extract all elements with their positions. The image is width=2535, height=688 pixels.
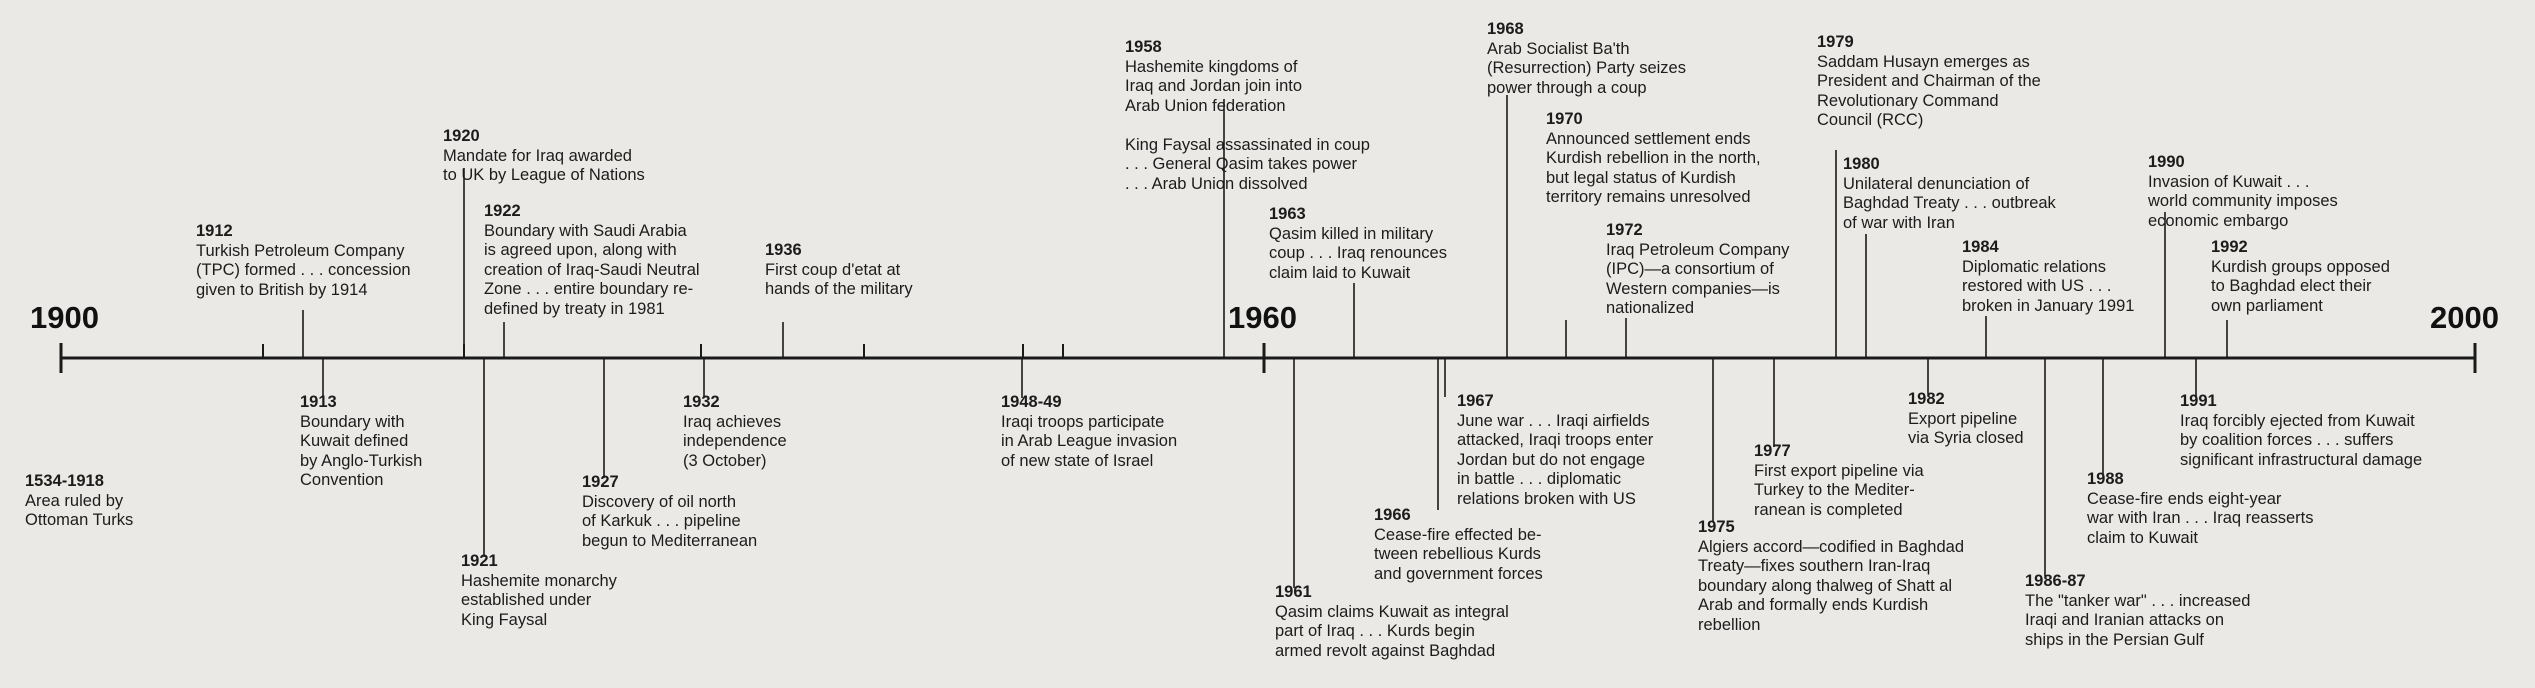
event-text: Area ruled by Ottoman Turks — [25, 491, 134, 529]
timeline-event-1986 — [2025, 572, 2250, 650]
event-text: Diplomatic relations restored with US . . . broken in January 1991 — [1962, 257, 2135, 315]
event-text: Boundary with Saudi Arabia is agreed upon, along with creation of Iraq-Saudi Neutral Zone . . . entire boundary re- defined by treaty in 1981 — [484, 221, 700, 318]
event-year: 1970 — [1546, 110, 1583, 128]
event-year: 1975 — [1698, 518, 1735, 536]
event-year: 1988 — [2087, 470, 2124, 488]
event-year: 1968 — [1487, 20, 1524, 38]
event-year: 1992 — [2211, 238, 2248, 256]
axis-start-label: 1900 — [30, 300, 99, 335]
event-year: 1980 — [1843, 155, 1880, 173]
event-text: Hashemite kingdoms of Iraq and Jordan join into Arab Union federation King Faysal assassinated in coup . . . General Qasim takes power . . . Arab Union dissolved — [1125, 57, 1370, 193]
event-text: Qasim claims Kuwait as integral part of Iraq . . . Kurds begin armed revolt against Baghdad — [1275, 602, 1509, 660]
timeline-event-1927 — [582, 473, 757, 551]
timeline-event-1967 — [1457, 392, 1653, 509]
timeline-event-1958 — [1125, 38, 1370, 194]
event-year: 1912 — [196, 222, 233, 240]
event-year: 1963 — [1269, 205, 1306, 223]
event-text: Mandate for Iraq awarded to UK by League of Nations — [443, 146, 645, 184]
event-year: 1927 — [582, 473, 619, 491]
timeline-event-1948 — [1001, 393, 1177, 471]
event-text: First coup d'etat at hands of the military — [765, 260, 913, 298]
timeline-event-1992 — [2211, 238, 2390, 316]
event-year: 1984 — [1962, 238, 1999, 256]
event-text: Turkish Petroleum Company (TPC) formed . . . concession given to British by 1914 — [196, 241, 411, 299]
event-year: 1958 — [1125, 38, 1162, 56]
timeline-event-1913 — [300, 393, 422, 491]
event-text: Kurdish groups opposed to Baghdad elect their own parliament — [2211, 257, 2390, 315]
event-text: Arab Socialist Ba'th (Resurrection) Party seizes power through a coup — [1487, 39, 1686, 97]
timeline-event-1932 — [683, 393, 787, 471]
event-text: The "tanker war" . . . increased Iraqi and Iranian attacks on ships in the Persian Gulf — [2025, 591, 2251, 649]
event-text: Iraq forcibly ejected from Kuwait by coalition forces . . . suffers significant infrastructural damage — [2180, 411, 2423, 469]
event-year: 1932 — [683, 393, 720, 411]
timeline-event-1970 — [1546, 110, 1761, 208]
event-text: Discovery of oil north of Karkuk . . . pipeline begun to Mediterranean — [582, 492, 758, 550]
event-year: 1990 — [2148, 153, 2185, 171]
timeline-event-1982 — [1908, 390, 2024, 449]
event-text: Saddam Husayn emerges as President and Chairman of the Revolutionary Command Council (RCC) — [1817, 52, 2041, 129]
event-year: 1991 — [2180, 392, 2217, 410]
event-year: 1948-49 — [1001, 393, 1062, 411]
timeline-event-1990 — [2148, 153, 2338, 231]
event-year: 1986-87 — [2025, 572, 2086, 590]
event-text: First export pipeline via Turkey to the Mediter- ranean is completed — [1754, 461, 1924, 519]
event-text: Qasim killed in military coup . . . Iraq renounces claim laid to Kuwait — [1269, 224, 1447, 282]
timeline-event-1963 — [1269, 205, 1447, 283]
event-text: Iraq Petroleum Company (IPC)—a consortium of Western companies—is nationalized — [1606, 240, 1790, 317]
timeline-event-1968 — [1487, 20, 1686, 98]
timeline-event-1966 — [1374, 506, 1543, 584]
timeline-event-1977 — [1754, 442, 1924, 520]
event-text: Announced settlement ends Kurdish rebellion in the north, but legal status of Kurdish territory remains unresolved — [1546, 129, 1761, 206]
timeline-event-1975 — [1698, 518, 1964, 635]
event-text: Export pipeline via Syria closed — [1908, 409, 2024, 447]
event-text: Cease-fire effected be- tween rebellious Kurds and government forces — [1374, 525, 1543, 583]
axis-mid-label: 1960 — [1228, 300, 1297, 335]
event-text: Unilateral denunciation of Baghdad Treaty . . . outbreak of war with Iran — [1843, 174, 2056, 232]
timeline-event-1920 — [443, 127, 645, 186]
event-year: 1922 — [484, 202, 521, 220]
timeline-event-1922 — [484, 202, 700, 319]
timeline-event-1921 — [461, 552, 617, 630]
timeline-event-1979 — [1817, 33, 2041, 131]
event-text: Cease-fire ends eight-year war with Iran . . . Iraq reasserts claim to Kuwait — [2087, 489, 2314, 547]
timeline-event-1961 — [1275, 583, 1509, 661]
axis-end-label: 2000 — [2430, 300, 2499, 335]
event-text: Algiers accord—codified in Baghdad Treaty—fixes southern Iran-Iraq boundary along thalweg of Shatt al Arab and formally ends Kurdish rebellion — [1698, 537, 1964, 634]
event-year: 1913 — [300, 393, 337, 411]
event-year: 1972 — [1606, 221, 1643, 239]
event-year: 1534-1918 — [25, 472, 104, 490]
event-year: 1936 — [765, 241, 802, 259]
event-text: Invasion of Kuwait . . . world community imposes economic embargo — [2148, 172, 2338, 230]
timeline-event-1991 — [2180, 392, 2422, 470]
event-text: June war . . . Iraqi airfields attacked, Iraqi troops enter Jordan but do not engage in battle . . . diplomatic relations broken with US — [1457, 411, 1654, 508]
event-year: 1920 — [443, 127, 480, 145]
timeline-event-1980 — [1843, 155, 2056, 233]
event-year: 1979 — [1817, 33, 1854, 51]
timeline-event-1972 — [1606, 221, 1789, 319]
event-text: Hashemite monarchy established under King Faysal — [461, 571, 617, 629]
event-text: Iraqi troops participate in Arab League invasion of new state of Israel — [1001, 412, 1178, 470]
event-year: 1921 — [461, 552, 498, 570]
event-year: 1966 — [1374, 506, 1411, 524]
event-text: Boundary with Kuwait defined by Anglo-Turkish Convention — [300, 412, 423, 489]
event-year: 1977 — [1754, 442, 1791, 460]
timeline-event-1912 — [196, 222, 411, 300]
event-year: 1961 — [1275, 583, 1312, 601]
timeline-event-1984 — [1962, 238, 2134, 316]
event-text: Iraq achieves independence (3 October) — [683, 412, 787, 470]
timeline-event-1534 — [25, 472, 133, 531]
timeline-event-1988 — [2087, 470, 2314, 548]
timeline-event-1936 — [765, 241, 913, 300]
event-year: 1982 — [1908, 390, 1945, 408]
event-year: 1967 — [1457, 392, 1494, 410]
